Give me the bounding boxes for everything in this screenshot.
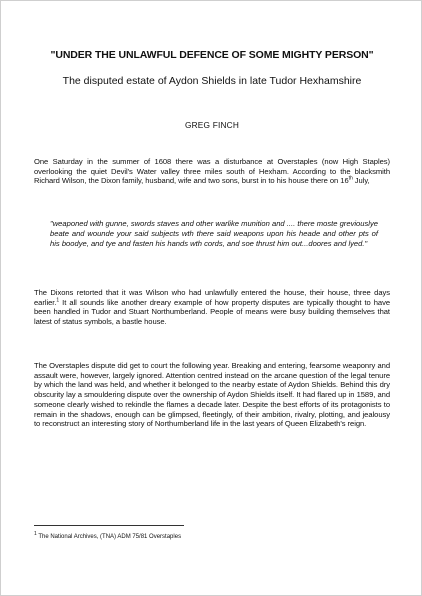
footnote-divider — [34, 525, 184, 526]
footnote-text: The National Archives, (TNA) ADM 75/81 Overstaples — [36, 534, 182, 540]
paragraph-1-text: One Saturday in the summer of 1608 there was a disturbance at Overstaples (now High Staples) overlooking the quiet Devil's Water valley three miles south of Hexham. According to the blacksmith Richard Wilson, the Dixon family, husband, wife and two sons, burst in to his house there on 16 — [34, 157, 390, 186]
footnote — [34, 533, 390, 541]
article-author: GREG FINCH — [184, 120, 240, 130]
block-quote: "weaponed with gunne, swords staves and other warlike munition and .... there moste greviouslye beate and wounde your said subjects wth there said weapons upon his heade and other pts of his boodye, and tye and fasten his hands wth cords, and soe thrust him out...doores and lyed." — [50, 219, 378, 248]
paragraph-2 — [34, 288, 390, 327]
ordinal-superscript: th — [348, 175, 353, 182]
paragraph-1-tail: July, — [352, 176, 370, 186]
paragraph-1 — [34, 157, 390, 186]
footnote-number: 1 — [34, 531, 37, 537]
paragraph-2-text: The Dixons retorted that it was Wilson who had unlawfully entered the house, their house, three days earlier. — [34, 288, 390, 307]
article-title: "UNDER THE UNLAWFUL DEFENCE OF SOME MIGHTY PERSON" — [50, 49, 374, 61]
footnote-reference: 1 — [56, 297, 60, 304]
paragraph-2-tail: It all sounds like another dreary example of how property disputes are typically thought to have been handled in Tudor and Stuart Northumberland. People of means were busy building themselves that latest of status symbols, a bastle house. — [34, 297, 390, 327]
article-subtitle: The disputed estate of Aydon Shields in late Tudor Hexhamshire — [62, 75, 362, 87]
paragraph-3: The Overstaples dispute did get to court the following year. Breaking and entering, fearsome weaponry and assault were, however, largely ignored. Attention centred instead on the arcane question of the legal tenure by which the land was held, and whether it belonged to the nearby estate of Aydon Shields. Behind this dry obscurity lay a smouldering dispute over the ownership of Aydon Shields itself. It had flared up in 1589, and someone clearly wished to rekindle the flames a decade later. Despite the best efforts of its protagonists to remain in the shadows, enough can be glimpsed, fleetingly, of their ambition, rivalry, plotting, and jealousy to reconstruct an interesting story of Northumberland life in the last years of Queen Elizabeth's reign. — [34, 361, 390, 429]
